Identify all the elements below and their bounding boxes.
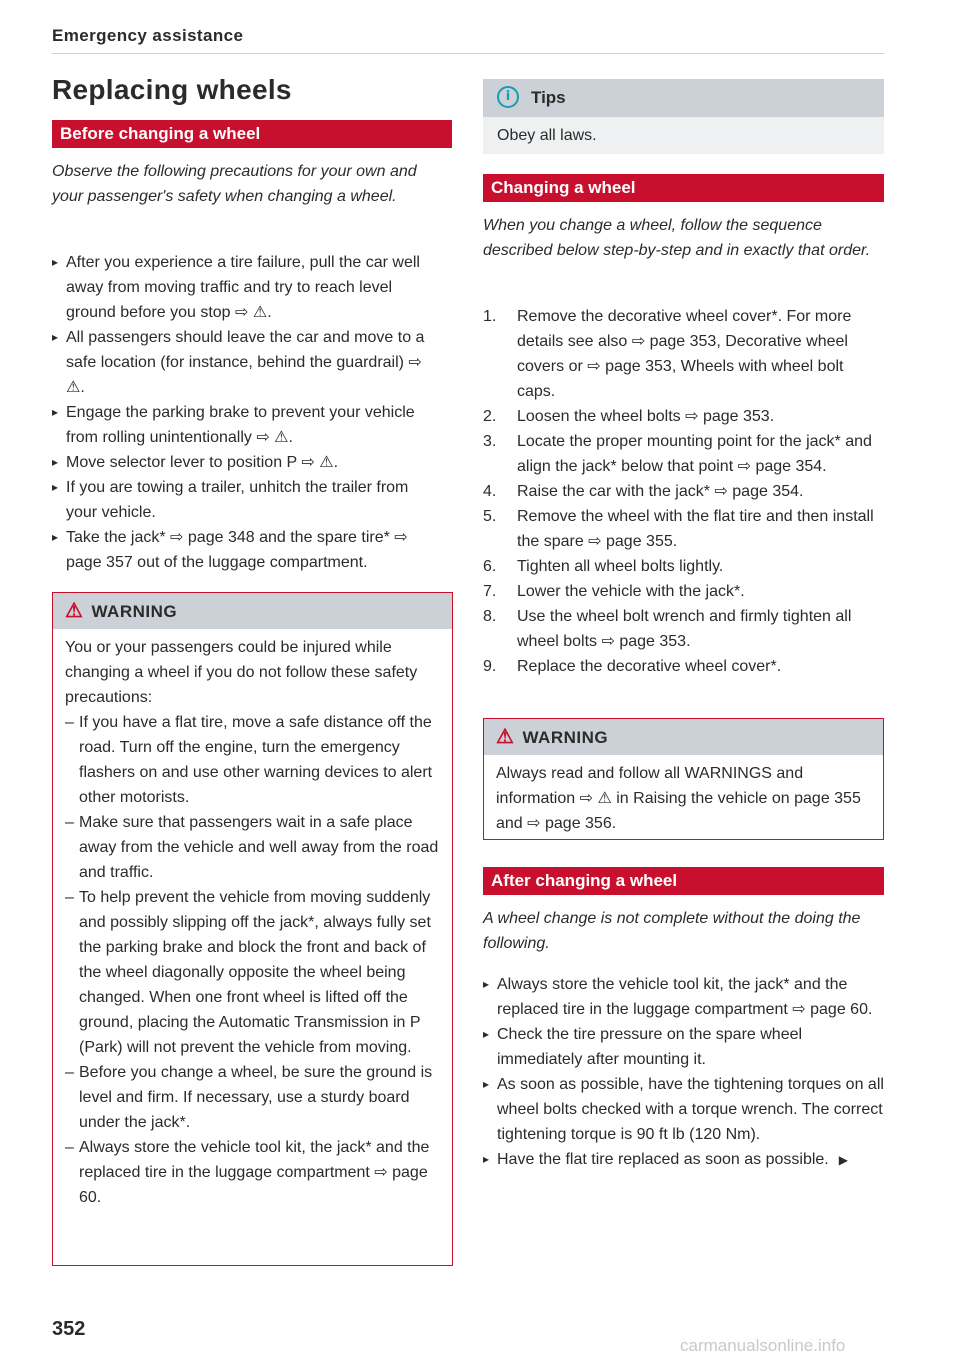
after-bullets [483, 972, 884, 1173]
warning-item: – Make sure that passengers wait in a safe place away from the vehicle and well away from the road and traffic. [65, 810, 440, 885]
info-icon: i [497, 86, 519, 108]
step-item: 4. Raise the car with the jack* ⇨ page 354. [483, 483, 804, 500]
tips-header [483, 79, 884, 117]
list-item: ▸ Check the tire pressure on the spare wheel immediately after mounting it. [483, 1022, 884, 1072]
warning-intro: You or your passengers could be injured while changing a wheel if you do not follow these safety precautions: [65, 639, 418, 706]
tips-title: Tips [531, 88, 566, 107]
before-bullets [52, 250, 442, 575]
continue-arrow-icon: ▶ [838, 1153, 848, 1167]
watermark: carmanualsonline.info [680, 1336, 846, 1355]
list-item: ▸ All passengers should leave the car and move to a safe location (for instance, behind the guardrail) ⇨ ⚠. [52, 325, 442, 400]
warning-header [53, 593, 452, 629]
before-intro: Observe the following precautions for your own and your passenger's safety when changing a wheel. [52, 163, 417, 205]
step-item: 8. Use the wheel bolt wrench and firmly tighten all wheel bolts ⇨ page 353. [483, 608, 852, 650]
warning-body: Always read and follow all WARNINGS and information ⇨ ⚠ in Raising the vehicle on page 355 and ⇨ page 356. [496, 765, 861, 832]
list-item: ▸ Move selector lever to position P ⇨ ⚠. [52, 450, 442, 475]
tips-box [483, 79, 884, 154]
warning-box-before [52, 592, 453, 1266]
list-item: ▸ Engage the parking brake to prevent your vehicle from rolling unintentionally ⇨ ⚠. [52, 400, 442, 450]
section-bar-after: After changing a wheel [483, 867, 884, 895]
warning-body [53, 629, 452, 1218]
step-item: 3. Locate the proper mounting point for the jack* and align the jack* below that point ⇨ page 354. [483, 433, 872, 475]
header-rule [52, 53, 884, 54]
warning-box-changing [483, 718, 884, 840]
list-item: ▸ Take the jack* ⇨ page 348 and the spare tire* ⇨ page 357 out of the luggage compartment. [52, 525, 442, 575]
warning-title: WARNING [522, 728, 609, 747]
section-header: Emergency assistance [52, 26, 244, 45]
warning-item: – Always store the vehicle tool kit, the jack* and the replaced tire in the luggage compartment ⇨ page 60. [65, 1135, 440, 1210]
step-item: 9. Replace the decorative wheel cover*. [483, 658, 782, 675]
warning-item: – To help prevent the vehicle from moving suddenly and possibly slipping off the jack*, always fully set the parking brake and block the front and back of the wheel diagonally opposite the wheel being changed. When one front wheel is lifted off the ground, placing the Automatic Transmission in P (Park) will not prevent the vehicle from moving. [65, 885, 440, 1060]
warning-triangle-icon: ⚠ [65, 600, 84, 622]
list-item: ▸ After you experience a tire failure, pull the car well away from moving traffic and try to reach level ground before you stop ⇨ ⚠. [52, 250, 442, 325]
step-item: 2. Loosen the wheel bolts ⇨ page 353. [483, 408, 775, 425]
page-title: Replacing wheels [52, 74, 292, 105]
step-item: 5. Remove the wheel with the flat tire and then install the spare ⇨ page 355. [483, 508, 874, 550]
step-item: 7. Lower the vehicle with the jack*. [483, 583, 745, 600]
warning-items [65, 710, 440, 1210]
warning-item: – Before you change a wheel, be sure the ground is level and firm. If necessary, use a sturdy board under the jack*. [65, 1060, 440, 1135]
warning-item: – If you have a flat tire, move a safe distance off the road. Turn off the engine, turn the emergency flashers on and use other warning devices to alert other motorists. [65, 710, 440, 810]
warning-triangle-icon: ⚠ [496, 726, 515, 748]
section-bar-changing: Changing a wheel [483, 174, 884, 202]
tips-body: Obey all laws. [483, 117, 884, 154]
warning-title: WARNING [91, 602, 178, 621]
list-item: ▸ If you are towing a trailer, unhitch the trailer from your vehicle. [52, 475, 442, 525]
page-number: 352 [52, 1318, 86, 1340]
after-intro: A wheel change is not complete without the doing the following. [483, 910, 861, 952]
step-item: 6. Tighten all wheel bolts lightly. [483, 558, 724, 575]
changing-steps [483, 304, 884, 679]
list-item: ▸ Always store the vehicle tool kit, the jack* and the replaced tire in the luggage compartment ⇨ page 60. [483, 972, 884, 1022]
list-item: ▸ Have the flat tire replaced as soon as possible. ▶ [483, 1147, 884, 1173]
list-item: ▸ As soon as possible, have the tightening torques on all wheel bolts checked with a torque wrench. The correct tightening torque is 90 ft lb (120 Nm). [483, 1072, 884, 1147]
changing-intro: When you change a wheel, follow the sequence described below step-by-step and in exactly that order. [483, 217, 871, 259]
section-bar-before: Before changing a wheel [52, 120, 452, 148]
warning-header [484, 719, 883, 755]
step-item: 1. Remove the decorative wheel cover*. For more details see also ⇨ page 353, Decorative wheel covers or ⇨ page 353, Wheels with wheel bolt caps. [483, 308, 852, 400]
